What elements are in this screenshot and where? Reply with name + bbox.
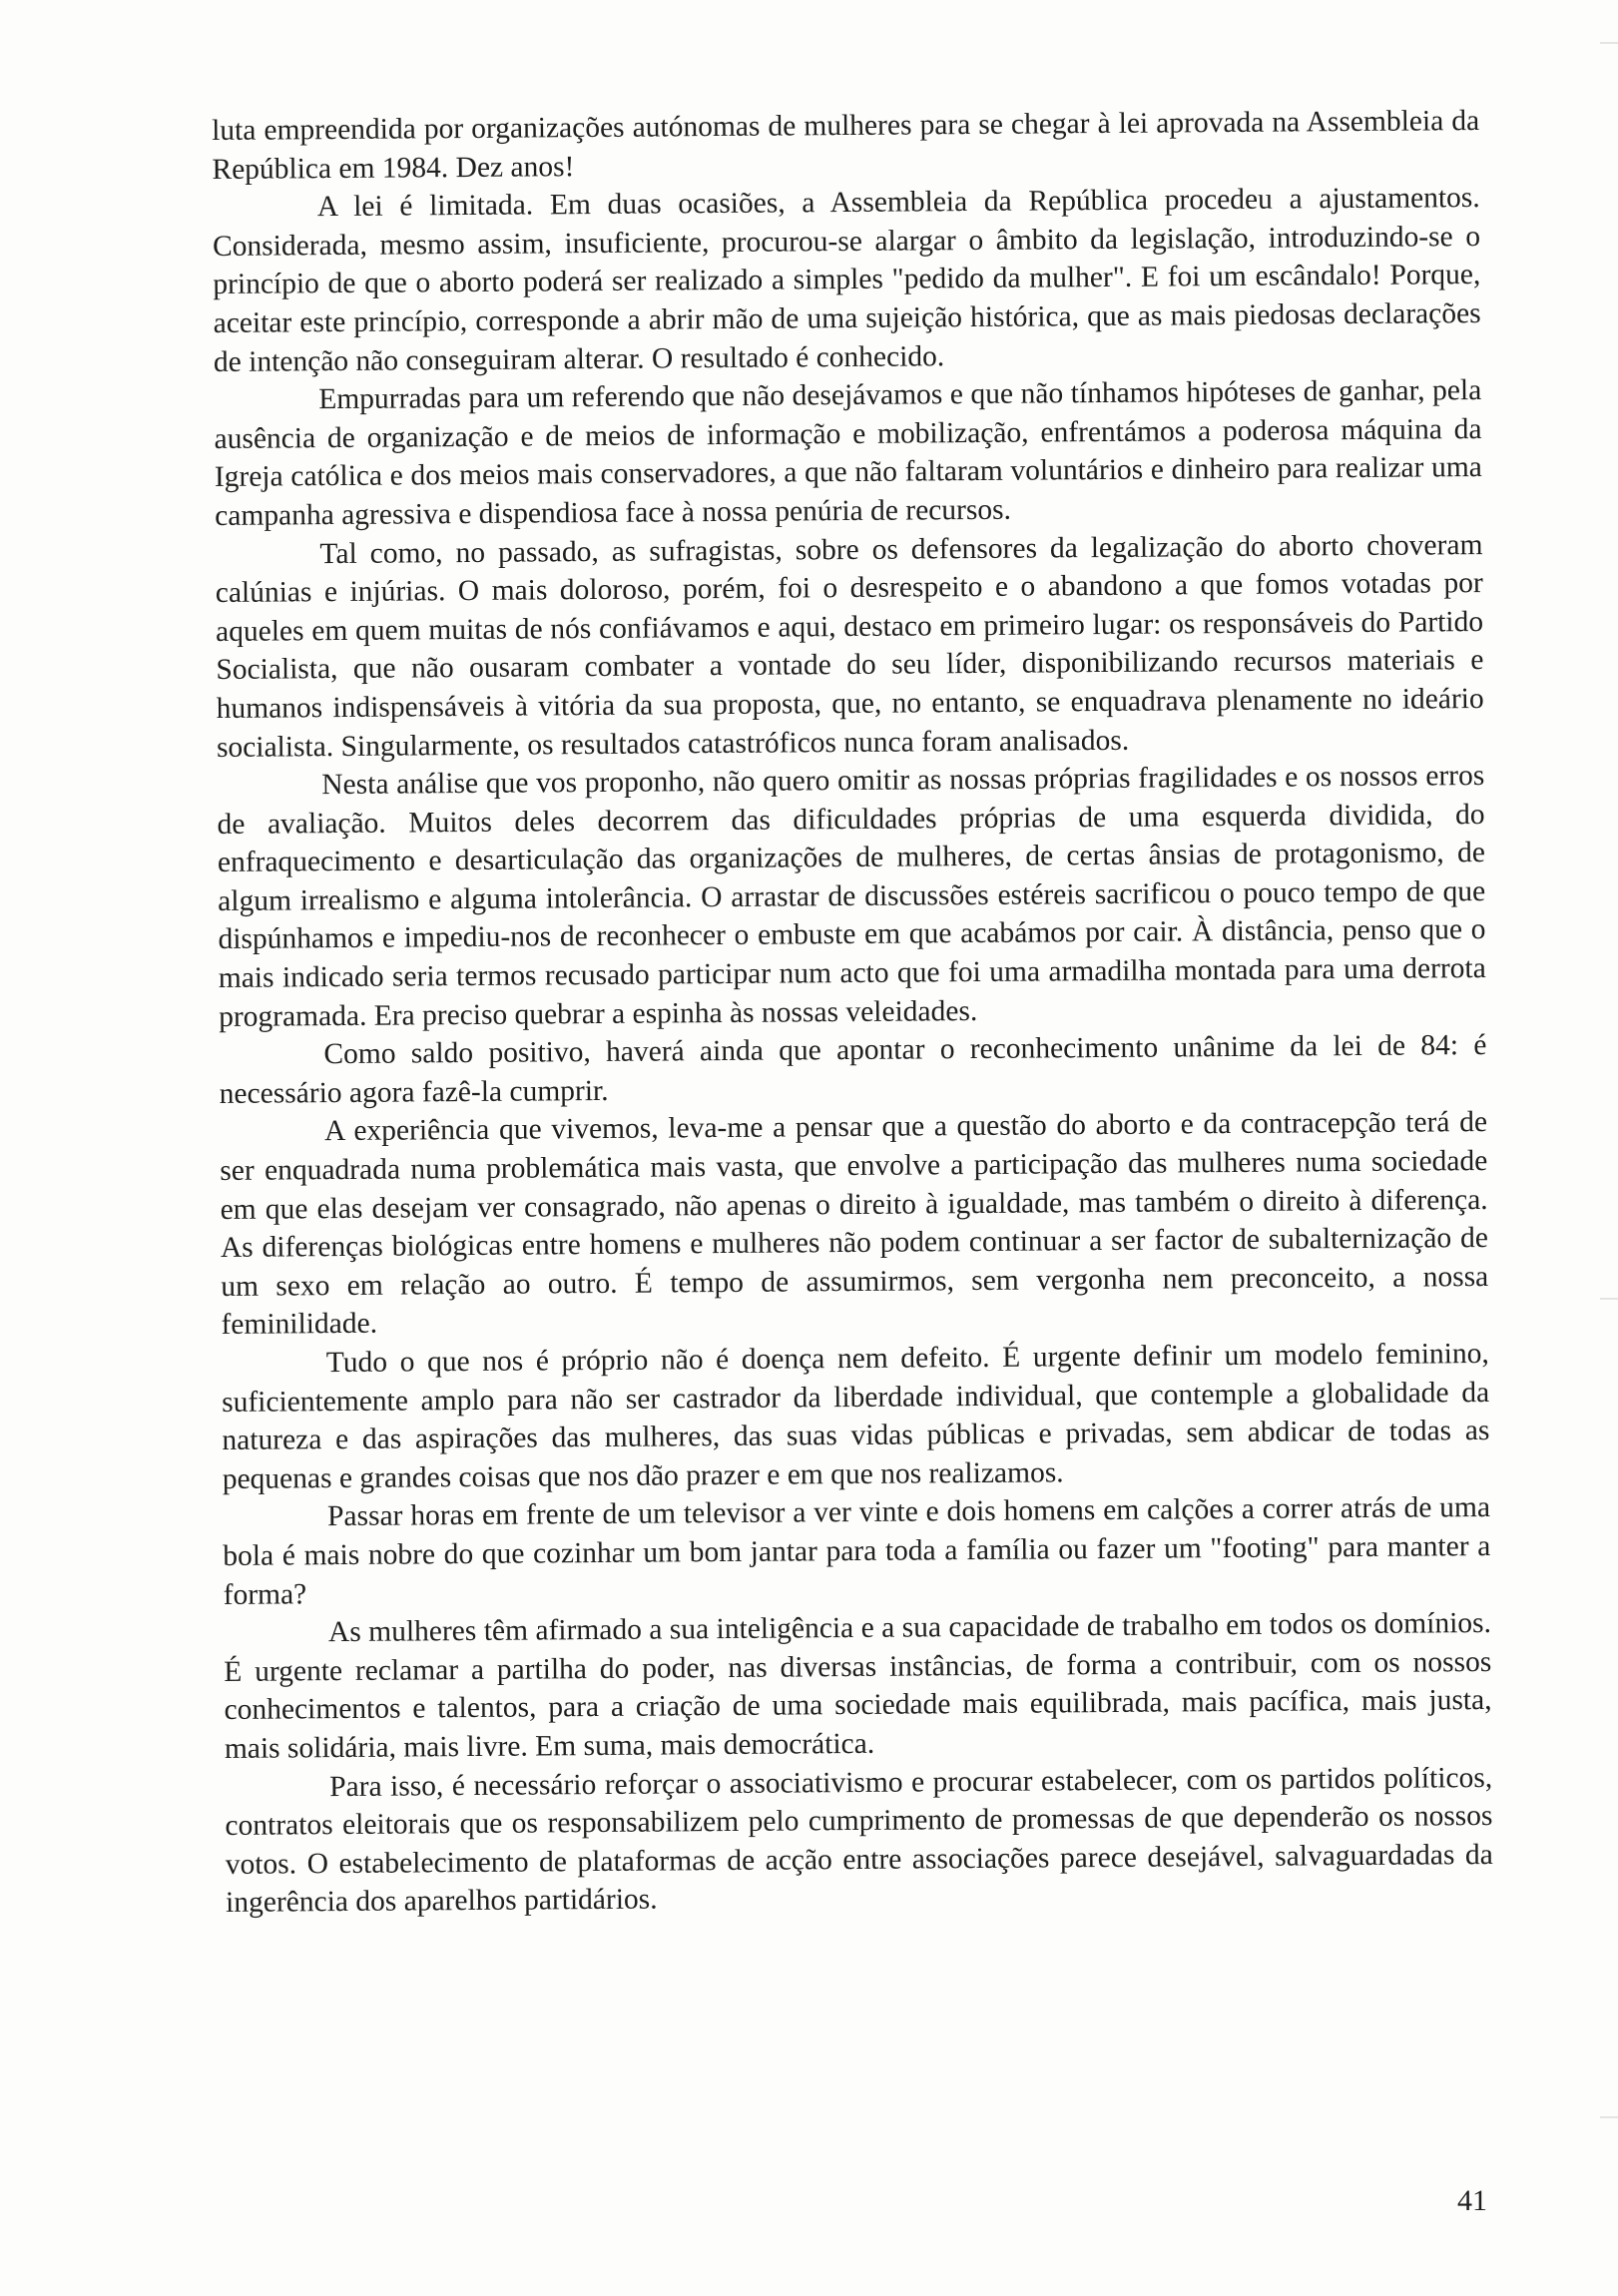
paragraph-10: As mulheres têm afirmado a sua inteligência e a sua capacidade de trabalho em todos os domínios. É urgente reclamar a partilha do poder, nas diversas instâncias, de forma a contribuir, com os nossos conhecimentos e talentos, para a criação de uma sociedade mais equilibrada, mais pacífica, mais justa, mais solidária, mais livre. Em suma, mais democrática.	[224, 1607, 1492, 1765]
scan-edge-mark	[1600, 42, 1618, 44]
paragraph-2: A lei é limitada. Em duas ocasiões, a Assembleia da República procedeu a ajustamentos. Considerada, mesmo assim, insuficiente, procurou-se alargar o âmbito da legislação, introduzindo-se o princípio de que o aborto poderá ser realizado a simples "pedido da mulher". E foi um escândalo! Porque, aceitar este princípio, corresponde a abrir mão de uma sujeição histórica, que as mais piedosas declarações de intenção não conseguiram alterar. O resultado é conhecido.	[212, 182, 1481, 378]
paragraph-9: Passar horas em frente de um televisor a ver vinte e dois homens em calções a correr atrás de uma bola é mais nobre do que cozinhar um bom jantar para toda a família ou fazer um "footing" para manter a forma?	[223, 1491, 1491, 1611]
paragraph-3: Empurradas para um referendo que não desejávamos e que não tínhamos hipóteses de ganhar, pela ausência de organização e de meios de informação e mobilização, enfrentámos a poderosa máquina da Igreja católica e dos meios mais conservadores, a que não faltaram voluntários e dinheiro para realizar uma campanha agressiva e dispendiosa face à nossa penúria de recursos.	[214, 374, 1482, 532]
scan-edge-mark	[1600, 1298, 1618, 1300]
paragraph-5: Nesta análise que vos proponho, não quero omitir as nossas próprias fragilidades e os nossos erros de avaliação. Muitos deles decorrem das dificuldades próprias de uma esquerda dividida, do enfraquecimento e desarticulação das organizações de mulheres, de certas ânsias de protagonismo, de algum irrealismo e alguma intolerância. O arrastar de discussões estéreis sacrificou o pouco tempo de que dispúnhamos e impediu-nos de reconhecer o embuste em que acabámos por cair. À distância, penso que o mais indicado seria termos recusado participar num acto que foi uma armadilha montada para uma derrota programada. Era preciso quebrar a espinha às nossas veleidades.	[217, 760, 1486, 1033]
page-number: 41	[1457, 2184, 1487, 2217]
paragraph-7: A experiência que vivemos, leva-me a pensar que a questão do aborto e da contracepção terá de ser enquadrada numa problemática mais vasta, que envolve a participação das mulheres numa sociedade em que elas desejam ver consagrado, não apenas o direito à igualdade, mas também o direito à diferença. As diferenças biológicas entre homens e mulheres não podem continuar a ser factor de subalternização de um sexo em relação ao outro. É tempo de assumirmos, sem vergonha nem preconceito, a nossa feminilidade.	[220, 1106, 1489, 1342]
scan-edge-mark	[1600, 2116, 1618, 2118]
paragraph-8: Tudo o que nos é próprio não é doença nem defeito. É urgente definir um modelo feminino, suficientemente amplo para não ser castrador da liberdade individual, que contemple a globalidade da natureza e das aspirações das mulheres, das suas vidas públicas e privadas, sem abdicar de todas as pequenas e grandes coisas que nos dão prazer e em que nos realizamos.	[222, 1337, 1490, 1495]
paragraph-4: Tal como, no passado, as sufragistas, sobre os defensores da legalização do aborto choveram calúnias e injúrias. O mais doloroso, porém, foi o desrespeito e o abandono a que fomos votadas por aqueles em quem muitas de nós confiávamos e aqui, destaco em primeiro lugar: os responsáveis do Partido Socialista, que não ousaram combater a vontade do seu líder, disponibilizando recursos materiais e humanos indispensáveis à vitória da sua proposta, que, no entanto, se enquadrava plenamente no ideário socialista. Singularmente, os resultados catastróficos nunca foram analisados.	[215, 528, 1484, 764]
paragraph-1: luta empreendida por organizações autónomas de mulheres para se chegar à lei aprovada na Assembleia da República em 1984. Dez anos!	[212, 105, 1480, 186]
paragraph-11: Para isso, é necessário reforçar o associativismo e procurar estabelecer, com os partidos políticos, contratos eleitorais que os responsabilizem pelo cumprimento de promessas de que dependerão os nossos votos. O estabelecimento de plataformas de acção entre associações parece desejável, salvaguardadas da ingerência dos aparelhos partidários.	[225, 1761, 1493, 1920]
body-text	[212, 102, 1493, 1923]
paragraph-6: Como saldo positivo, haverá ainda que apontar o reconhecimento unânime da lei de 84: é necessário agora fazê-la cumprir.	[219, 1029, 1487, 1110]
